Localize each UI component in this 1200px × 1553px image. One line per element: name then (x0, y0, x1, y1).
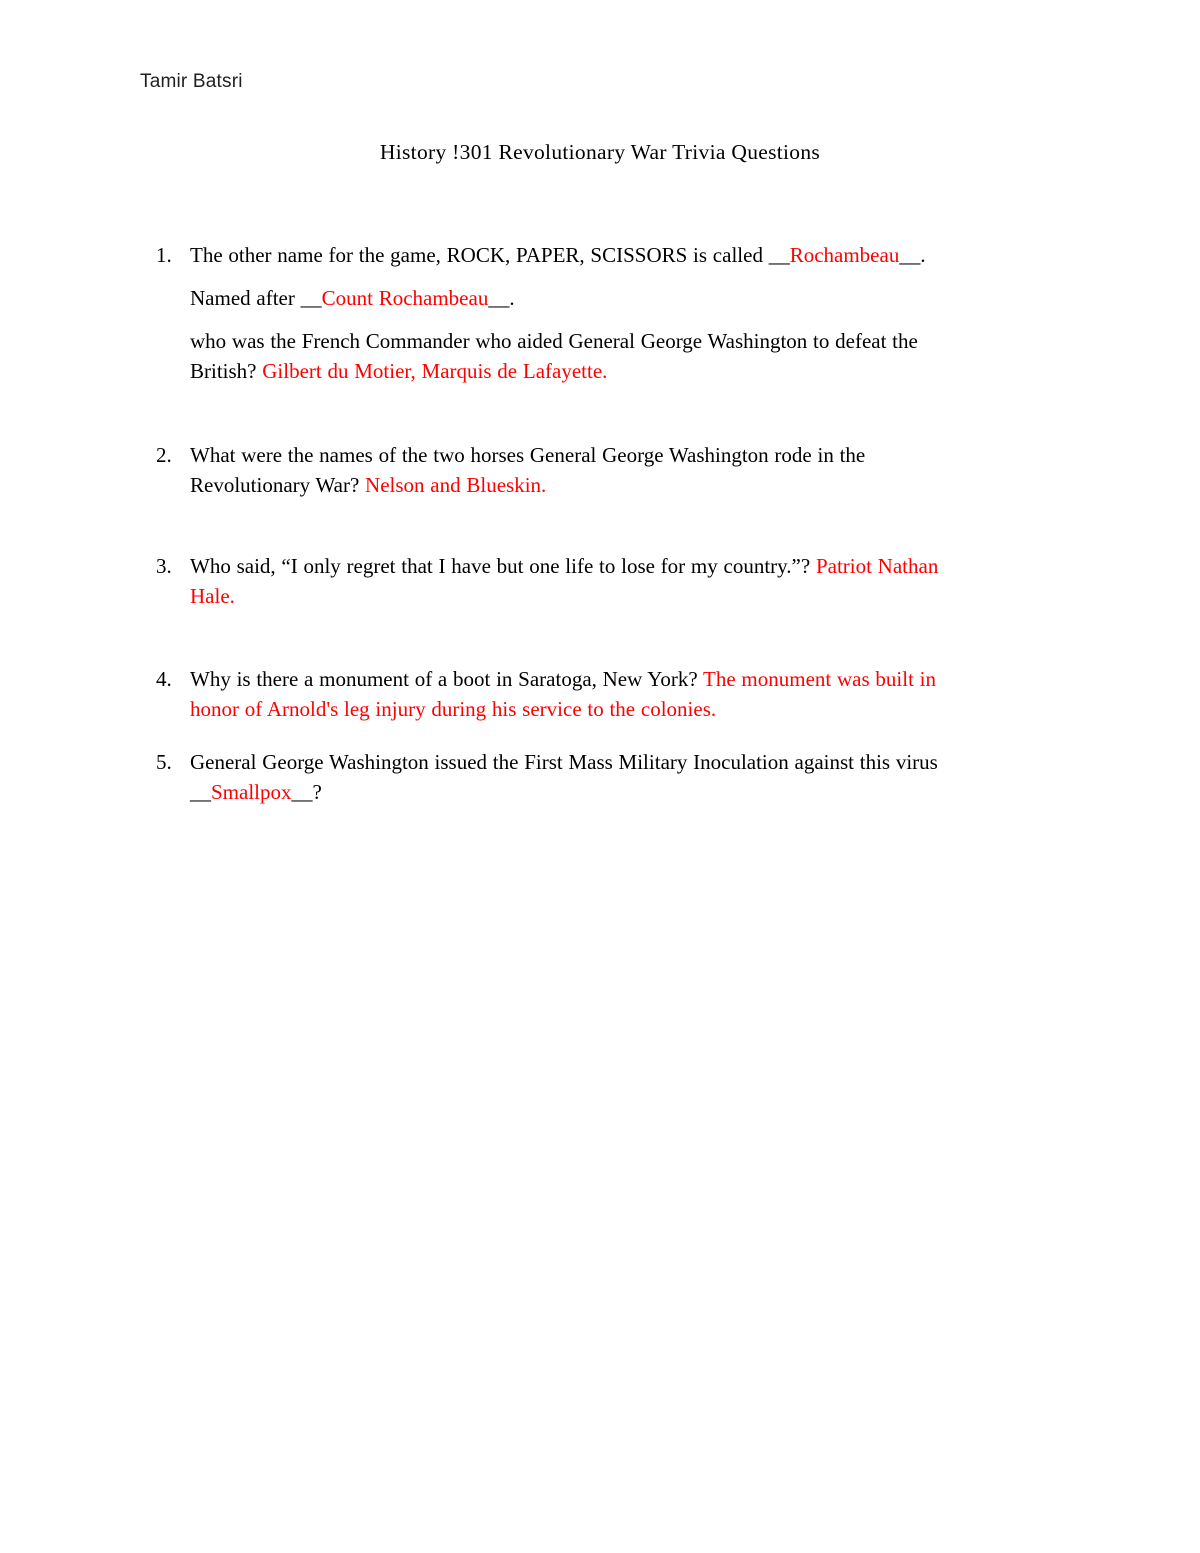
question-paragraph (190, 326, 1046, 386)
answer-text: Rochambeau (789, 243, 900, 267)
question-item-3 (156, 551, 1046, 611)
question-item-4 (156, 664, 1046, 724)
answer-text: Smallpox (211, 780, 292, 804)
question-paragraph (190, 551, 1046, 611)
question-text: General George Washington issued the First Mass Military Inoculation against this virus (190, 750, 938, 774)
question-text: British? (190, 359, 263, 383)
question-paragraph (190, 283, 1046, 313)
question-item-1 (156, 240, 1046, 386)
question-text: __? (291, 780, 322, 804)
question-text: Revolutionary War? (190, 473, 366, 497)
question-number: 3. (156, 554, 172, 578)
question-text: The other name for the game, ROCK, PAPER, SCISSORS is called __ (190, 243, 790, 267)
question-body (190, 551, 1046, 611)
question-paragraph (190, 240, 1046, 270)
question-paragraph (190, 747, 1046, 807)
answer-text: Patriot Nathan (815, 554, 939, 578)
answer-text: Nelson and Blueskin. (365, 473, 547, 497)
answer-text: Gilbert du Motier, Marquis de Lafayette. (262, 359, 608, 383)
question-text: Why is there a monument of a boot in Saratoga, New York? (190, 667, 704, 691)
question-body (190, 240, 1046, 386)
question-item-5 (156, 747, 1046, 807)
question-text: who was the French Commander who aided General George Washington to defeat the (190, 329, 918, 353)
question-paragraph (190, 440, 1046, 500)
question-body (190, 664, 1046, 724)
question-text: __ (190, 780, 211, 804)
question-paragraph (190, 664, 1046, 724)
question-item-2 (156, 440, 1046, 500)
question-text: __. (899, 243, 926, 267)
question-body (190, 440, 1046, 500)
question-list (156, 240, 1046, 807)
answer-text: honor of Arnold's leg injury during his service to the colonies. (190, 697, 717, 721)
answer-text: Hale. (190, 584, 235, 608)
answer-text: Count Rochambeau (321, 286, 489, 310)
question-body (190, 747, 1046, 807)
question-number: 5. (156, 750, 172, 774)
document-title: History !301 Revolutionary War Trivia Questions (379, 140, 821, 164)
question-number: 1. (156, 243, 172, 267)
answer-text: The monument was built in (703, 667, 936, 691)
question-number: 2. (156, 443, 172, 467)
question-text: Who said, “I only regret that I have but one life to lose for my country.”? (190, 554, 816, 578)
question-text: Named after __ (190, 286, 322, 310)
question-text: __. (488, 286, 515, 310)
question-text: What were the names of the two horses General George Washington rode in the (190, 443, 866, 467)
author-name: Tamir Batsri (140, 71, 243, 92)
question-number: 4. (156, 667, 172, 691)
